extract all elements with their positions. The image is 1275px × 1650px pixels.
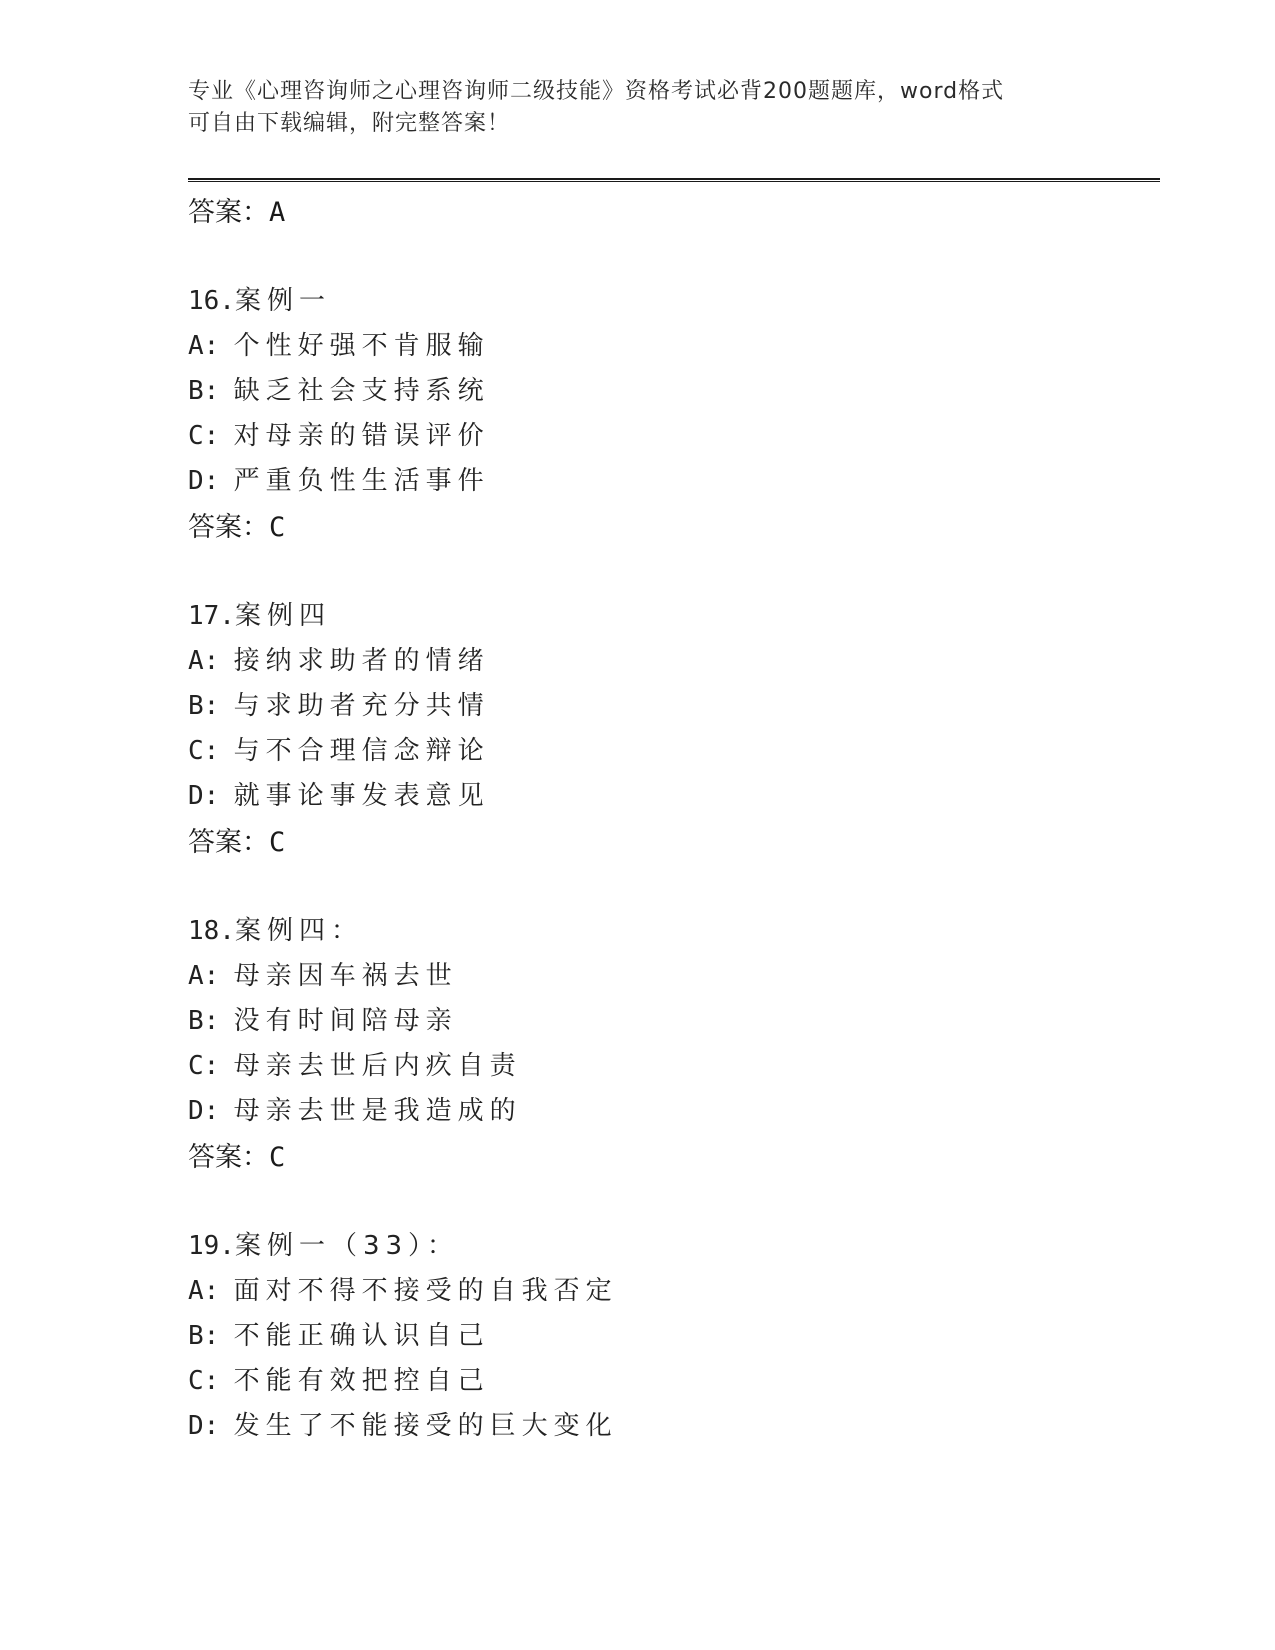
option-text: 不能有效把控自己 bbox=[233, 1366, 490, 1396]
question-17-option-a bbox=[188, 640, 490, 677]
question-18-option-a bbox=[188, 955, 458, 992]
option-key: D: bbox=[188, 781, 220, 811]
option-key: B: bbox=[188, 376, 220, 406]
option-key: D: bbox=[188, 1411, 220, 1441]
option-text: 发生了不能接受的巨大变化 bbox=[233, 1411, 618, 1441]
option-text: 面对不得不接受的自我否定 bbox=[233, 1276, 618, 1306]
option-key: A: bbox=[188, 961, 220, 991]
option-key: B: bbox=[188, 1321, 220, 1351]
question-number: 17. bbox=[188, 601, 235, 631]
option-text: 母亲去世是我造成的 bbox=[233, 1096, 522, 1126]
question-number: 19. bbox=[188, 1231, 235, 1261]
option-key: C: bbox=[188, 421, 220, 451]
option-text: 严重负性生活事件 bbox=[233, 466, 490, 496]
question-19-title bbox=[188, 1225, 459, 1262]
answer-label: 答案： bbox=[188, 827, 269, 858]
option-text: 对母亲的错误评价 bbox=[233, 421, 490, 451]
question-17-title bbox=[188, 595, 331, 632]
question-18-option-d bbox=[188, 1090, 522, 1127]
header-line-1: 专业《心理咨询师之心理咨询师二级技能》资格考试必背200题题库，word格式 bbox=[188, 79, 1005, 104]
answer-value: C bbox=[269, 827, 286, 858]
option-key: A: bbox=[188, 646, 220, 676]
option-text: 与求助者充分共情 bbox=[233, 691, 490, 721]
answer-line-17 bbox=[188, 820, 285, 859]
question-17-option-c bbox=[188, 730, 490, 767]
question-16-title bbox=[188, 280, 331, 317]
answer-label: 答案： bbox=[188, 1142, 269, 1173]
answer-line-18 bbox=[188, 1135, 285, 1174]
option-text: 就事论事发表意见 bbox=[233, 781, 490, 811]
option-key: C: bbox=[188, 1051, 220, 1081]
question-title: 案例一 bbox=[234, 286, 331, 316]
question-title: 案例四： bbox=[234, 916, 363, 946]
option-text: 不能正确认识自己 bbox=[233, 1321, 490, 1351]
answer-label: 答案： bbox=[188, 512, 269, 543]
answer-value: C bbox=[269, 512, 286, 543]
option-text: 母亲因车祸去世 bbox=[233, 961, 458, 991]
header-line-2: 可自由下载编辑，附完整答案！ bbox=[188, 111, 511, 136]
question-title: 案例一（33）： bbox=[234, 1231, 460, 1261]
header-divider bbox=[188, 178, 1160, 183]
option-key: C: bbox=[188, 1366, 220, 1396]
option-text: 缺乏社会支持系统 bbox=[233, 376, 490, 406]
option-key: D: bbox=[188, 1096, 220, 1126]
question-number: 18. bbox=[188, 916, 235, 946]
question-19-option-b bbox=[188, 1315, 490, 1352]
option-key: C: bbox=[188, 736, 220, 766]
option-key: A: bbox=[188, 331, 220, 361]
question-17-option-d bbox=[188, 775, 490, 812]
question-18-option-c bbox=[188, 1045, 522, 1082]
question-title: 案例四 bbox=[234, 601, 331, 631]
question-16-option-b bbox=[188, 370, 490, 407]
answer-label: 答案： bbox=[188, 197, 269, 228]
option-text: 没有时间陪母亲 bbox=[233, 1006, 458, 1036]
option-text: 母亲去世后内疚自责 bbox=[233, 1051, 522, 1081]
question-16-option-a bbox=[188, 325, 490, 362]
document-header bbox=[188, 76, 1068, 140]
question-number: 16. bbox=[188, 286, 235, 316]
question-19-option-c bbox=[188, 1360, 490, 1397]
option-text: 接纳求助者的情绪 bbox=[233, 646, 490, 676]
answer-line-16 bbox=[188, 505, 285, 544]
question-18-option-b bbox=[188, 1000, 458, 1037]
answer-value: A bbox=[269, 197, 286, 228]
question-16-option-c bbox=[188, 415, 490, 452]
option-key: B: bbox=[188, 1006, 220, 1036]
question-16-option-d bbox=[188, 460, 490, 497]
option-key: B: bbox=[188, 691, 220, 721]
answer-line-15 bbox=[188, 190, 285, 229]
question-17-option-b bbox=[188, 685, 490, 722]
option-key: D: bbox=[188, 466, 220, 496]
question-19-option-d bbox=[188, 1405, 618, 1442]
answer-value: C bbox=[269, 1142, 286, 1173]
question-19-option-a bbox=[188, 1270, 618, 1307]
option-text: 与不合理信念辩论 bbox=[233, 736, 490, 766]
question-18-title bbox=[188, 910, 363, 947]
option-key: A: bbox=[188, 1276, 220, 1306]
option-text: 个性好强不肯服输 bbox=[233, 331, 490, 361]
